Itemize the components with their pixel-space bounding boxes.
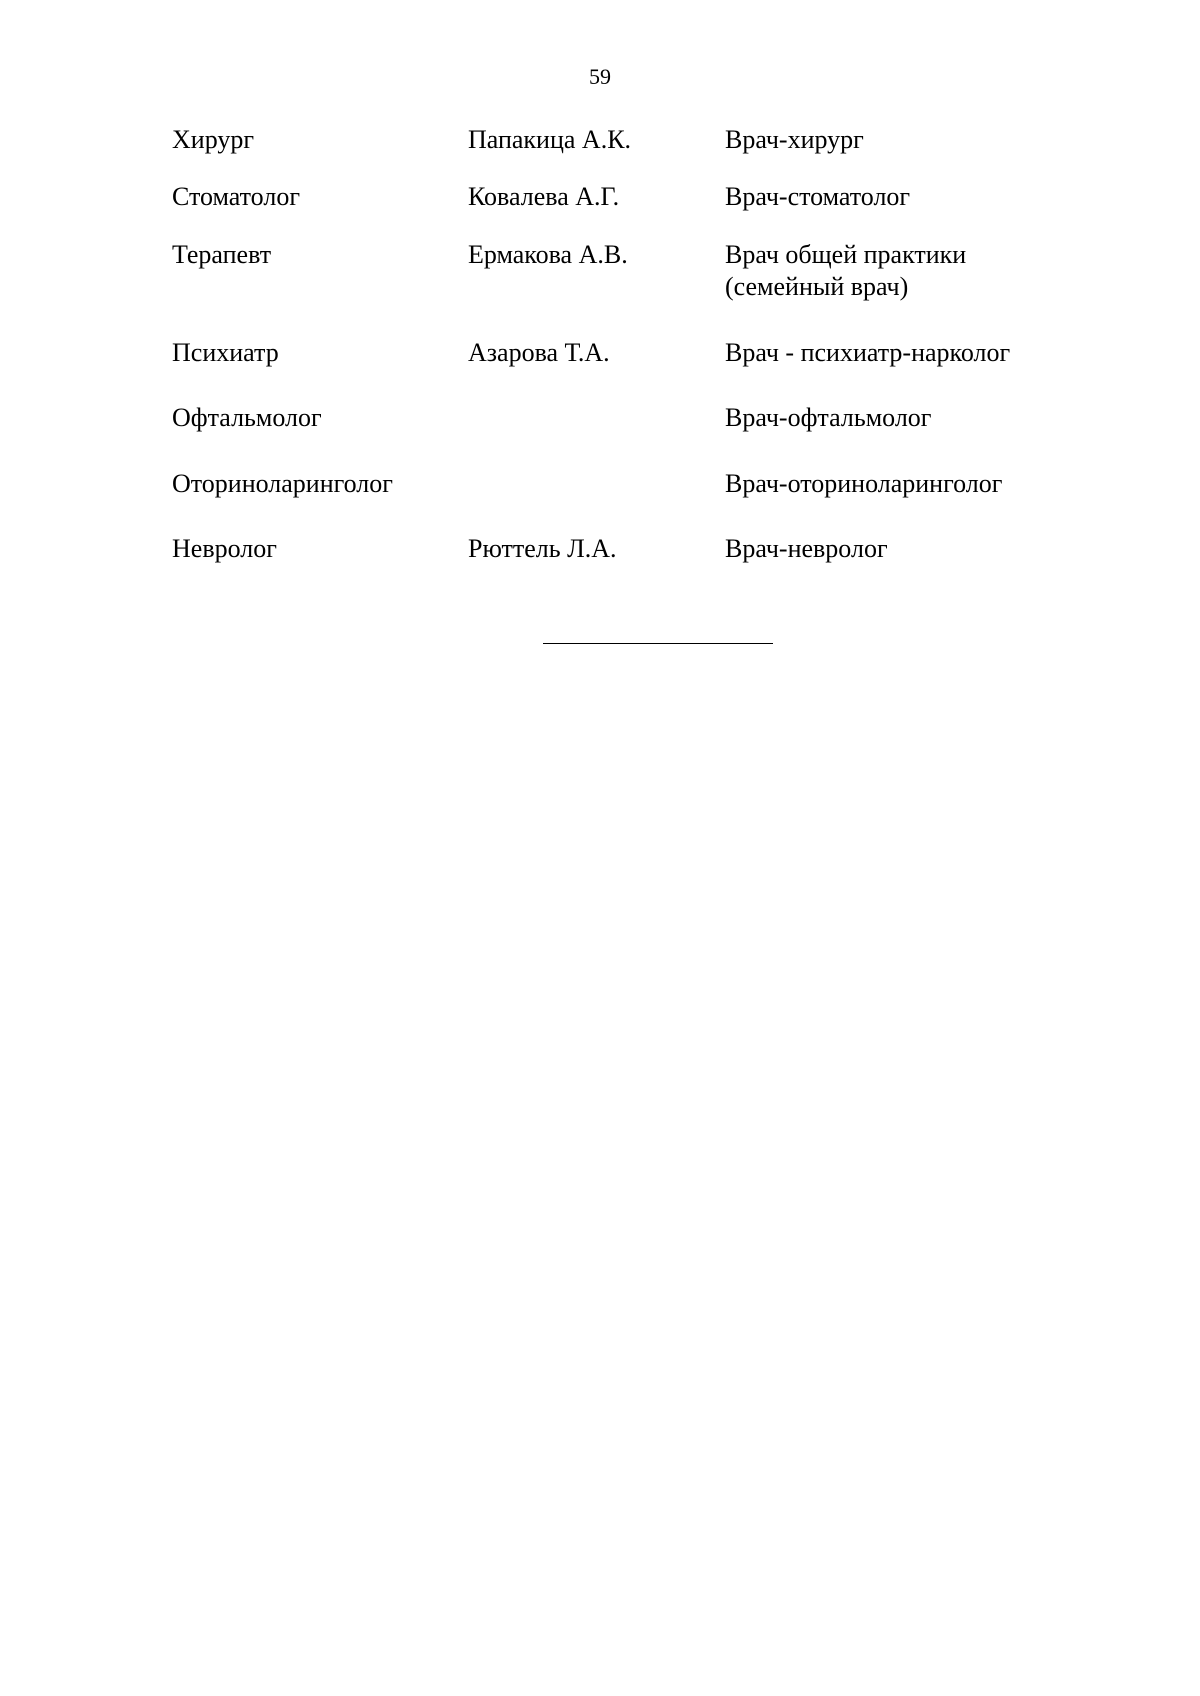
position-cell [725, 124, 864, 156]
position-line: Врач-невролог [725, 534, 888, 563]
name-cell: Папакица А.К. [468, 125, 632, 154]
name-cell: Ковалева А.Г. [468, 182, 620, 211]
name-cell: Азарова Т.А. [468, 338, 610, 367]
specialty-cell: Офтальмолог [172, 403, 322, 432]
page-number: 59 [589, 64, 611, 89]
specialty-cell: Терапевт [172, 240, 272, 269]
position-cell [725, 181, 910, 213]
name-cell: Ермакова А.В. [468, 240, 628, 269]
position-line: Врач - психиатр-нарколог [725, 338, 1011, 367]
specialty-cell: Невролог [172, 534, 277, 563]
name-cell: Рюттель Л.А. [468, 534, 617, 563]
position-cell [725, 468, 1002, 500]
position-line: (семейный врач) [725, 272, 909, 301]
specialty-cell: Стоматолог [172, 182, 300, 211]
position-cell [725, 239, 966, 303]
position-line: Врач-оториноларинголог [725, 469, 1003, 498]
position-cell [725, 402, 931, 434]
position-line: Врач-офтальмолог [725, 403, 932, 432]
position-line: Врач общей практики [725, 240, 967, 269]
specialty-cell: Оториноларинголог [172, 469, 393, 498]
position-line: Врач-хирург [725, 125, 864, 154]
position-line: Врач-стоматолог [725, 182, 911, 211]
specialty-cell: Психиатр [172, 338, 279, 367]
specialty-cell: Хирург [172, 125, 255, 154]
position-cell [725, 533, 888, 565]
position-cell [725, 337, 1010, 369]
end-separator-line [543, 643, 773, 644]
